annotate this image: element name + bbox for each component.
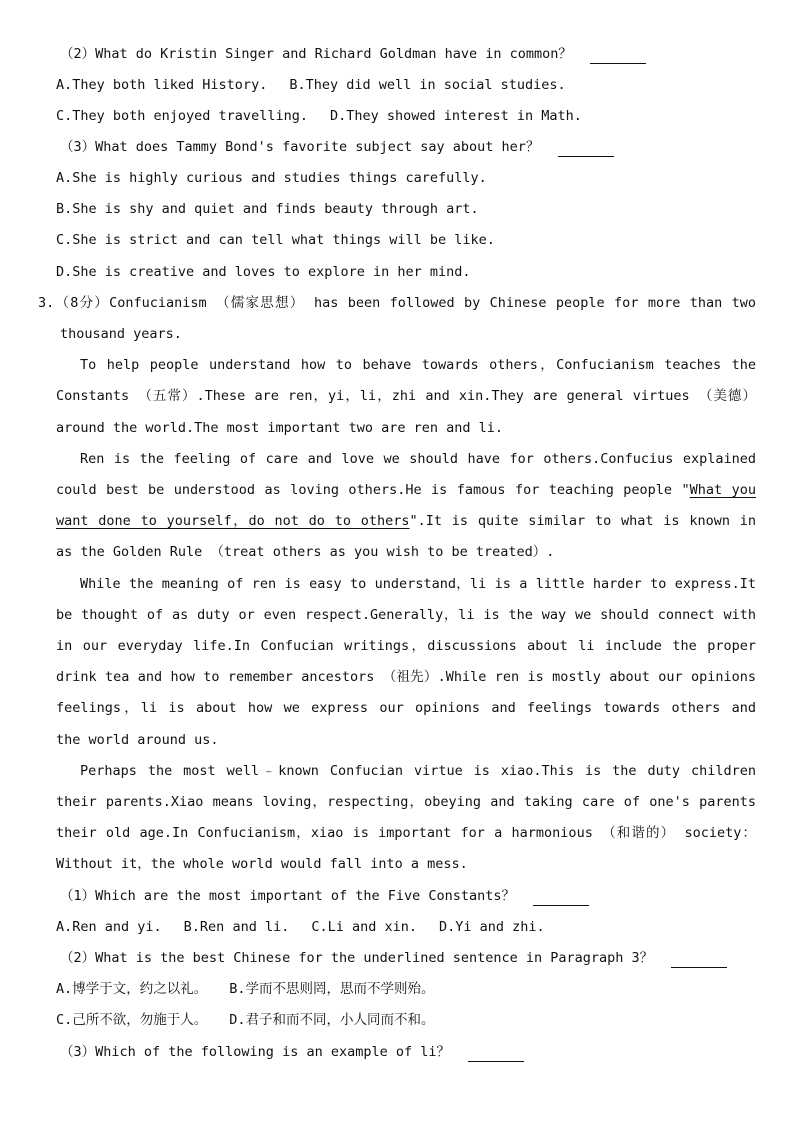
option-d: D.She is creative and loves to explore in her mind. [56, 264, 471, 280]
passage-line: in our everyday life.In Confucian writings，discussions about li include the proper [56, 638, 756, 654]
option-a: A.She is highly curious and studies things carefully. [56, 170, 487, 186]
passage-text: ".It is quite similar to what is known in [409, 513, 756, 529]
passage-line [56, 480, 756, 500]
passage-line: Constants （五常）.These are ren，yi，li，zhi and xin.They are general virtues （美德） [56, 388, 756, 404]
passage-line: To help people understand how to behave towards others，Confucianism teaches the [80, 357, 756, 373]
underlined-sentence: want done to yourself，do not do to others [56, 513, 410, 529]
option-row [56, 979, 435, 999]
passage-line: feelings，li is about how we express our opinions and feelings towards others and [56, 700, 756, 716]
option-c: C.She is strict and can tell what things will be like. [56, 232, 495, 248]
passage-line: around the world.The most important two are ren and li. [56, 420, 504, 436]
option-b: B.They did well in social studies. [289, 77, 566, 93]
underlined-sentence: What you [689, 482, 756, 498]
passage-line [56, 511, 756, 531]
option-row [56, 1010, 435, 1030]
option-c: C.They both enjoyed travelling. [56, 108, 308, 124]
option-a: A.博学于文，约之以礼。 [56, 981, 208, 997]
passage-line: Without it，the whole world would fall into a mess. [56, 856, 468, 872]
passage-line: Ren is the feeling of care and love we should have for others.Confucius explained [80, 451, 756, 467]
option-row [56, 106, 582, 126]
option-b: B.She is shy and quiet and finds beauty through art. [56, 201, 479, 217]
passage-line: drink tea and how to remember ancestors （祖先）.While ren is mostly about our opinions [56, 669, 756, 685]
question-3-3 [60, 1042, 524, 1062]
question-3-2 [60, 948, 727, 968]
passage-line: Perhaps the most well﹣known Confucian virtue is xiao.This is the duty children [80, 763, 756, 779]
option-row [56, 75, 566, 95]
question-3-heading-cont: thousand years. [60, 326, 182, 342]
passage-line: as the Golden Rule （treat others as you wish to be treated）. [56, 544, 555, 560]
passage-line: their old age.In Confucianism，xiao is important for a harmonious （和谐的） society： [56, 825, 756, 841]
option-a: A.Ren and yi. [56, 919, 162, 935]
question-2-3 [60, 137, 614, 157]
passage-line: the world around us. [56, 732, 219, 748]
answer-blank[interactable] [558, 140, 614, 157]
option-d: D.君子和而不同，小人同而不和。 [229, 1012, 435, 1028]
option-b: B.学而不思则罔，思而不学则殆。 [229, 981, 435, 997]
passage-line: their parents.Xiao means loving，respecting，obeying and taking care of one's parents [56, 794, 756, 810]
question-text: （1）Which are the most important of the Five Constants？ [60, 888, 516, 904]
question-text: （3）What does Tammy Bond's favorite subject say about her？ [60, 139, 540, 155]
question-text: （3）Which of the following is an example of li？ [60, 1044, 450, 1060]
question-3-1 [60, 886, 589, 906]
option-c: C.己所不欲，勿施于人。 [56, 1012, 208, 1028]
passage-text: could best be understood as loving others.He is famous for teaching people " [56, 482, 690, 498]
answer-blank[interactable] [468, 1045, 524, 1062]
passage-line: While the meaning of ren is easy to understand，li is a little harder to express.It [80, 576, 756, 592]
answer-blank[interactable] [533, 889, 589, 906]
option-c: C.Li and xin. [311, 919, 418, 935]
option-row [56, 917, 545, 937]
answer-blank[interactable] [671, 951, 727, 968]
question-text: （2）What do Kristin Singer and Richard Goldman have in common？ [60, 46, 572, 62]
answer-blank[interactable] [590, 47, 646, 64]
question-text: （2）What is the best Chinese for the underlined sentence in Paragraph 3？ [60, 950, 654, 966]
option-b: B.Ren and li. [183, 919, 290, 935]
question-3-heading: 3.（8分）Confucianism （儒家思想） has been followed by Chinese people for more than two [38, 295, 756, 311]
option-a: A.They both liked History. [56, 77, 268, 93]
option-d: D.Yi and zhi. [439, 919, 545, 935]
question-2-2 [60, 44, 646, 64]
passage-line: be thought of as duty or even respect.Generally，li is the way we should connect with [56, 607, 756, 623]
option-d: D.They showed interest in Math. [329, 108, 582, 124]
